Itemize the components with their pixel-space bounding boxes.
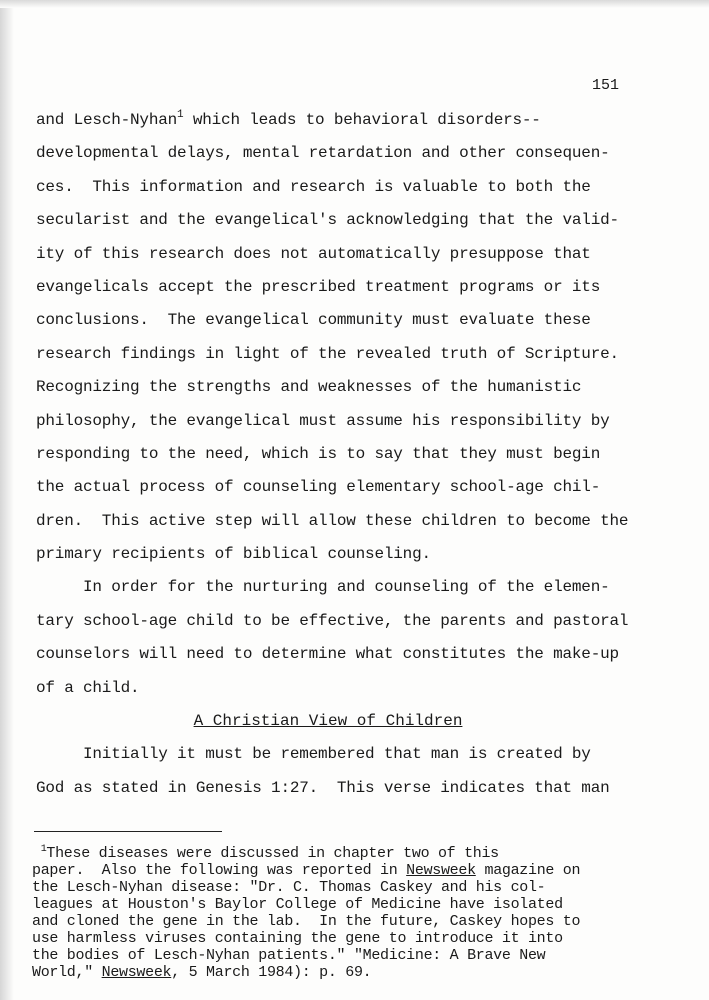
footnote-line: the Lesch-Nyhan disease: "Dr. C. Thomas Caskey and his col- [32,879,546,896]
footnote-line: and cloned the gene in the lab. In the future, Caskey hopes to [32,913,581,930]
footnote-line [32,845,682,862]
text-line: evangelicals accept the prescribed treatment programs or its [36,277,601,296]
footnote-line: the bodies of Lesch-Nyhan patients." "Medicine: A Brave New [32,947,546,964]
footnote-line [32,862,682,879]
page-top-shadow [0,0,709,8]
footnote-divider [34,831,222,832]
page-edge-shadow [0,0,14,1000]
footnote-line: use harmless viruses containing the gene to introduce it into [32,930,563,947]
footnote-line: leagues at Houston's Baylor College of Medicine have isolated [32,896,563,913]
text-line: counselors will need to determine what constitutes the make-up [36,645,619,664]
magazine-title: Newsweek [101,964,172,981]
text-fragment: , 5 March 1984): p. 69. [171,964,372,981]
footnote-line [32,964,682,981]
text-line: philosophy, the evangelical must assume his responsibility by [36,411,610,430]
text-line: dren. This active step will allow these children to become the [36,511,629,530]
text-line: ity of this research does not automatically presuppose that [36,244,591,263]
text-line: Initially it must be remembered that man is created by [36,745,591,764]
text-fragment: paper. Also the following was reported in [32,862,407,879]
text-line: ces. This information and research is valuable to both the [36,177,591,196]
footnote-marker: 1 [177,109,184,121]
text-line: developmental delays, mental retardation and other consequen- [36,144,610,163]
text-line: conclusions. The evangelical community must evaluate these [36,311,591,330]
footnote-number: 1 [40,844,47,855]
body-text [36,104,676,805]
text-fragment: magazine on [475,862,581,879]
text-line: responding to the need, which is to say that they must begin [36,444,601,463]
text-line: secularist and the evangelical's acknowledging that the valid- [36,211,619,230]
text-line [36,104,676,137]
text-line: primary recipients of biblical counseling. [36,545,431,564]
text-line: of a child. [36,678,140,697]
text-fragment: and Lesch-Nyhan [36,111,178,129]
text-line: In order for the nurturing and counseling of the elemen- [36,578,610,597]
magazine-title: Newsweek [406,862,476,879]
text-line: research findings in light of the revealed truth of Scripture. [36,344,619,363]
section-heading-text: A Christian View of Children [193,712,463,731]
text-line: God as stated in Genesis 1:27. This verse indicates that man [36,778,610,797]
text-fragment: which leads to behavioral disorders-- [183,111,541,129]
text-line: the actual process of counseling elementary school-age chil- [36,478,601,497]
text-line: tary school-age child to be effective, the parents and pastoral [36,611,629,630]
text-fragment: These diseases were discussed in chapter two of this [46,845,499,862]
text-line: Recognizing the strengths and weaknesses of the humanistic [36,378,582,397]
section-heading [0,705,676,738]
page-number: 151 [592,77,620,94]
text-fragment: World," [32,964,102,981]
footnote [32,845,682,981]
